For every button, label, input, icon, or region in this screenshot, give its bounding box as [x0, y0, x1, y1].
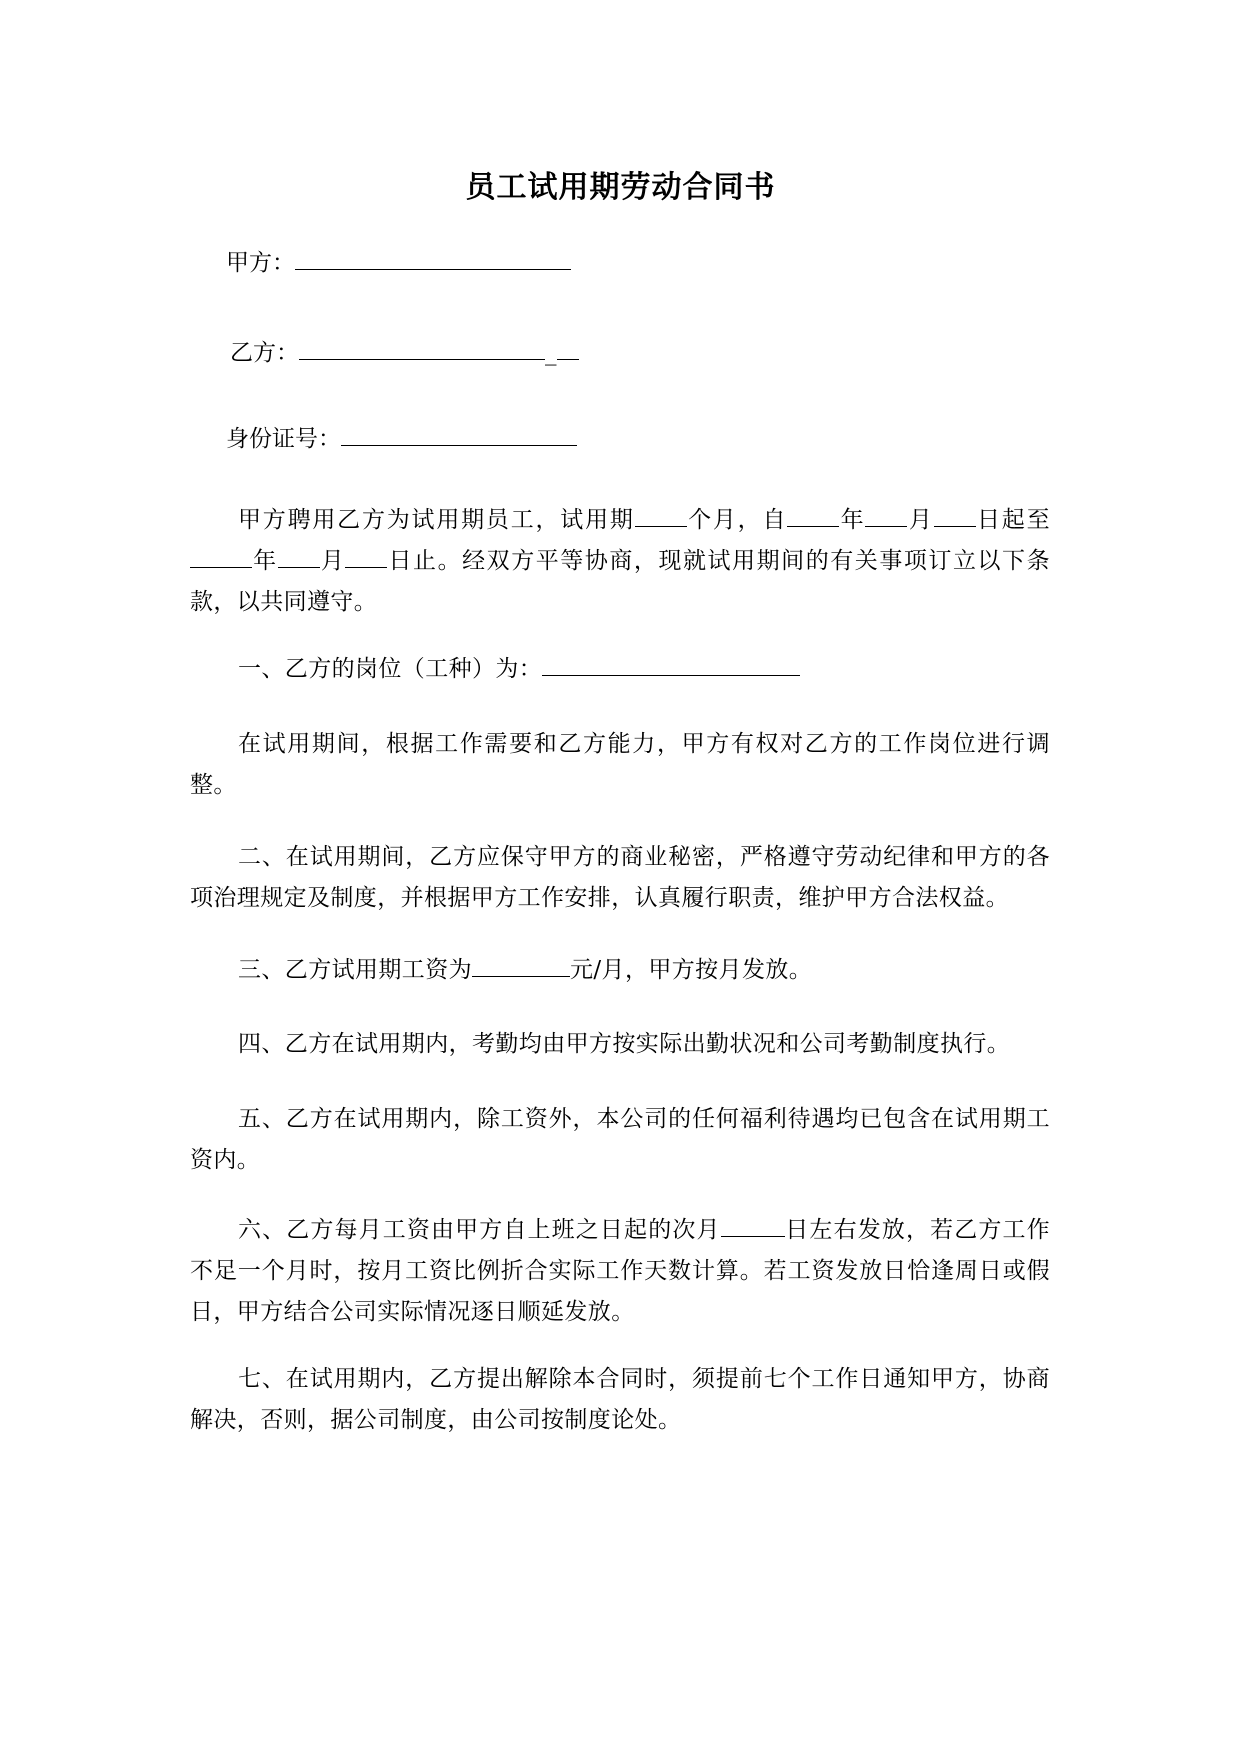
start-day-blank[interactable] [934, 504, 976, 527]
clause-3 [190, 950, 1050, 991]
end-month-blank[interactable] [278, 545, 320, 568]
intro-text-6: 年 [252, 548, 278, 574]
party-b-label: 乙方： [230, 340, 299, 366]
id-number-blank[interactable] [341, 421, 577, 446]
party-b-blank[interactable] [299, 335, 545, 360]
party-a-blank[interactable] [295, 245, 571, 270]
end-day-blank[interactable] [345, 545, 387, 568]
id-number-label: 身份证号： [226, 426, 341, 452]
intro-paragraph [190, 500, 1050, 623]
clause-4: 四、乙方在试用期内，考勤均由甲方按实际出勤状况和公司考勤制度执行。 [238, 1031, 1011, 1057]
party-a-label: 甲方： [226, 250, 295, 276]
clause-1-text: 一、乙方的岗位（工种）为： [238, 656, 543, 682]
party-b-field [230, 335, 579, 368]
job-position-blank[interactable] [542, 653, 800, 676]
clause-3-text-1: 三、乙方试用期工资为 [238, 957, 472, 983]
party-b-underscore-tail: _ [545, 340, 557, 366]
probation-months-blank[interactable] [635, 504, 687, 527]
start-year-blank[interactable] [787, 504, 839, 527]
end-year-blank[interactable] [190, 545, 252, 568]
intro-text-2: 个月，自 [686, 507, 788, 533]
intro-text-5: 日起至 [975, 507, 1050, 533]
clause-1-note: 在试用期间，根据工作需要和乙方能力，甲方有权对乙方的工作岗位进行调整。 [190, 731, 1050, 798]
party-b-blank-tail[interactable] [557, 335, 579, 360]
clause-6-text-1: 六、乙方每月工资由甲方自上班之日起的次月 [238, 1217, 721, 1243]
clause-1 [190, 649, 1050, 690]
clause-2: 二、在试用期间，乙方应保守甲方的商业秘密，严格遵守劳动纪律和甲方的各项治理规定及制度，并根据甲方工作安排，认真履行职责，维护甲方合法权益。 [190, 844, 1050, 911]
salary-blank[interactable] [472, 954, 570, 977]
id-number-field [226, 421, 577, 454]
intro-text-3: 年 [839, 507, 866, 533]
clause-3-text-2: 元/月，甲方按月发放。 [570, 957, 813, 983]
document-title: 员工试用期劳动合同书 [465, 170, 776, 205]
clause-5: 五、乙方在试用期内，除工资外，本公司的任何福利待遇均已包含在试用期工资内。 [190, 1106, 1050, 1173]
start-month-blank[interactable] [865, 504, 907, 527]
intro-text-4: 月 [907, 507, 934, 533]
intro-text-7: 月 [319, 548, 346, 574]
clause-6 [190, 1210, 1050, 1333]
clause-7: 七、在试用期内，乙方提出解除本合同时，须提前七个工作日通知甲方，协商解决，否则，据公司制度，由公司按制度论处。 [190, 1366, 1050, 1433]
party-a-field [226, 245, 571, 278]
intro-text-1: 甲方聘用乙方为试用期员工，试用期 [238, 507, 635, 533]
clause-6-text-2: 日左右发放，若乙方工作不足一个月时，按月工资比例折合实际工作天数计算。若工资发放日恰逢周日或假日，甲方结合公司实际情况逐日顺延发放。 [190, 1217, 1050, 1325]
intro-text-8: 日止。经双方平等协商，现就试用期间的有关事项订立以下条款，以共同遵守。 [190, 548, 1050, 615]
payday-blank[interactable] [721, 1214, 785, 1237]
